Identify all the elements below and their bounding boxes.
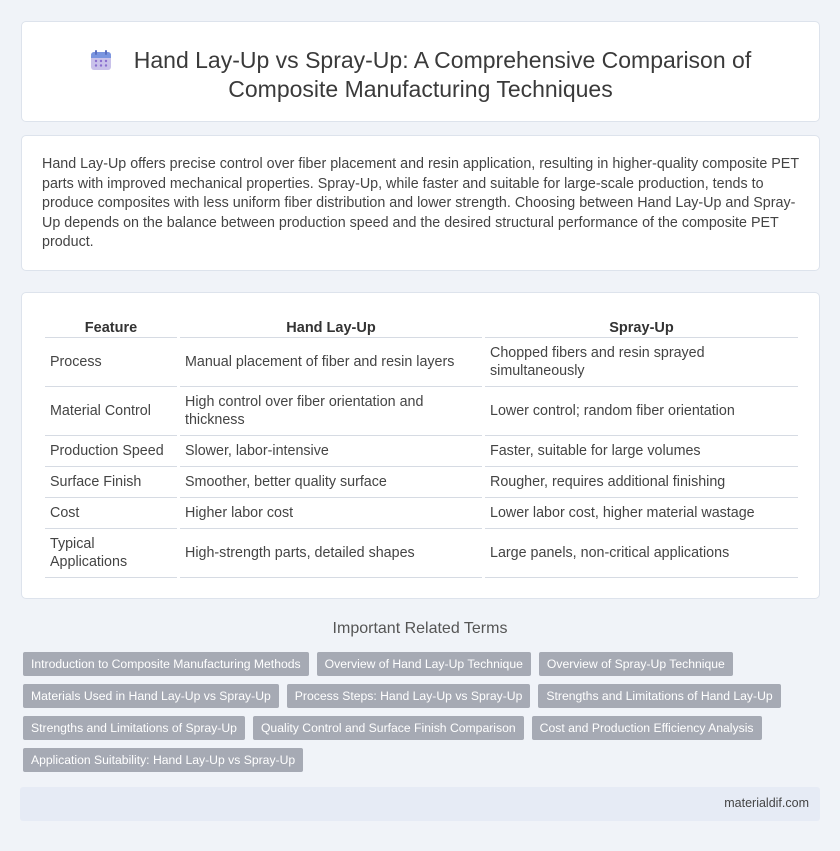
- spray-up-cell: Large panels, non-critical applications: [485, 529, 798, 578]
- feature-cell: Material Control: [45, 387, 177, 436]
- summary-card: [21, 135, 820, 271]
- hand-lay-up-cell: Manual placement of fiber and resin layers: [180, 338, 482, 387]
- table-row: [45, 338, 798, 387]
- related-term-tag[interactable]: Overview of Hand Lay-Up Technique: [317, 652, 531, 676]
- summary-text: Hand Lay-Up offers precise control over fiber placement and resin application, resulting in higher-quality composite PET parts with improved mechanical properties. Spray-Up, while faster and suitable for large-scale production, tends to produce composites with less uniform fiber distribution and lower strength. Choosing between Hand Lay-Up and Spray-Up depends on the balance between production speed and the desired structural performance of the composite PET product.: [42, 156, 799, 251]
- header-feature: Feature: [45, 312, 177, 338]
- feature-cell: Surface Finish: [45, 467, 177, 498]
- related-term-tag[interactable]: Cost and Production Efficiency Analysis: [532, 716, 762, 740]
- spray-up-cell: Lower labor cost, higher material wastage: [485, 498, 798, 529]
- header-hand-lay-up: Hand Lay-Up: [180, 312, 482, 338]
- spray-up-cell: Faster, suitable for large volumes: [485, 436, 798, 467]
- table-row: [45, 436, 798, 467]
- hand-lay-up-cell: Smoother, better quality surface: [180, 467, 482, 498]
- feature-cell: Cost: [45, 498, 177, 529]
- related-term-tag[interactable]: Strengths and Limitations of Hand Lay-Up: [538, 684, 780, 708]
- title-line-1: Hand Lay-Up vs Spray-Up: A Comprehensive Comparison of: [133, 47, 752, 73]
- comparison-table: [42, 312, 801, 578]
- table-row: [45, 387, 798, 436]
- page-title: [22, 46, 819, 104]
- header-spray-up: Spray-Up: [485, 312, 798, 338]
- related-term-tag[interactable]: Overview of Spray-Up Technique: [539, 652, 733, 676]
- footer: [20, 787, 820, 821]
- spray-up-cell: Rougher, requires additional finishing: [485, 467, 798, 498]
- related-terms-title: Important Related Terms: [332, 620, 508, 637]
- hand-lay-up-cell: High control over fiber orientation and thickness: [180, 387, 482, 436]
- footer-site-link[interactable]: materialdif.com: [724, 796, 809, 810]
- related-term-tag[interactable]: Process Steps: Hand Lay-Up vs Spray-Up: [287, 684, 531, 708]
- table-header-row: [45, 312, 798, 338]
- spray-up-cell: Lower control; random fiber orientation: [485, 387, 798, 436]
- related-term-tag[interactable]: Quality Control and Surface Finish Comparison: [253, 716, 524, 740]
- hand-lay-up-cell: Higher labor cost: [180, 498, 482, 529]
- related-term-tag[interactable]: Strengths and Limitations of Spray-Up: [23, 716, 245, 740]
- feature-cell: Typical Applications: [45, 529, 177, 578]
- hand-lay-up-cell: Slower, labor-intensive: [180, 436, 482, 467]
- related-term-tag[interactable]: Materials Used in Hand Lay-Up vs Spray-Up: [23, 684, 279, 708]
- feature-cell: Process: [45, 338, 177, 387]
- table-row: [45, 467, 798, 498]
- comparison-card: [21, 292, 820, 599]
- table-row: [45, 529, 798, 578]
- calendar-icon: [90, 49, 112, 71]
- related-terms-list: [23, 652, 783, 772]
- feature-cell: Production Speed: [45, 436, 177, 467]
- hand-lay-up-cell: High-strength parts, detailed shapes: [180, 529, 482, 578]
- table-row: [45, 498, 798, 529]
- related-term-tag[interactable]: Introduction to Composite Manufacturing Methods: [23, 652, 309, 676]
- header-card: [21, 21, 820, 122]
- related-term-tag[interactable]: Application Suitability: Hand Lay-Up vs Spray-Up: [23, 748, 303, 772]
- title-line-2: Composite Manufacturing Techniques: [228, 76, 613, 102]
- spray-up-cell: Chopped fibers and resin sprayed simultaneously: [485, 338, 798, 387]
